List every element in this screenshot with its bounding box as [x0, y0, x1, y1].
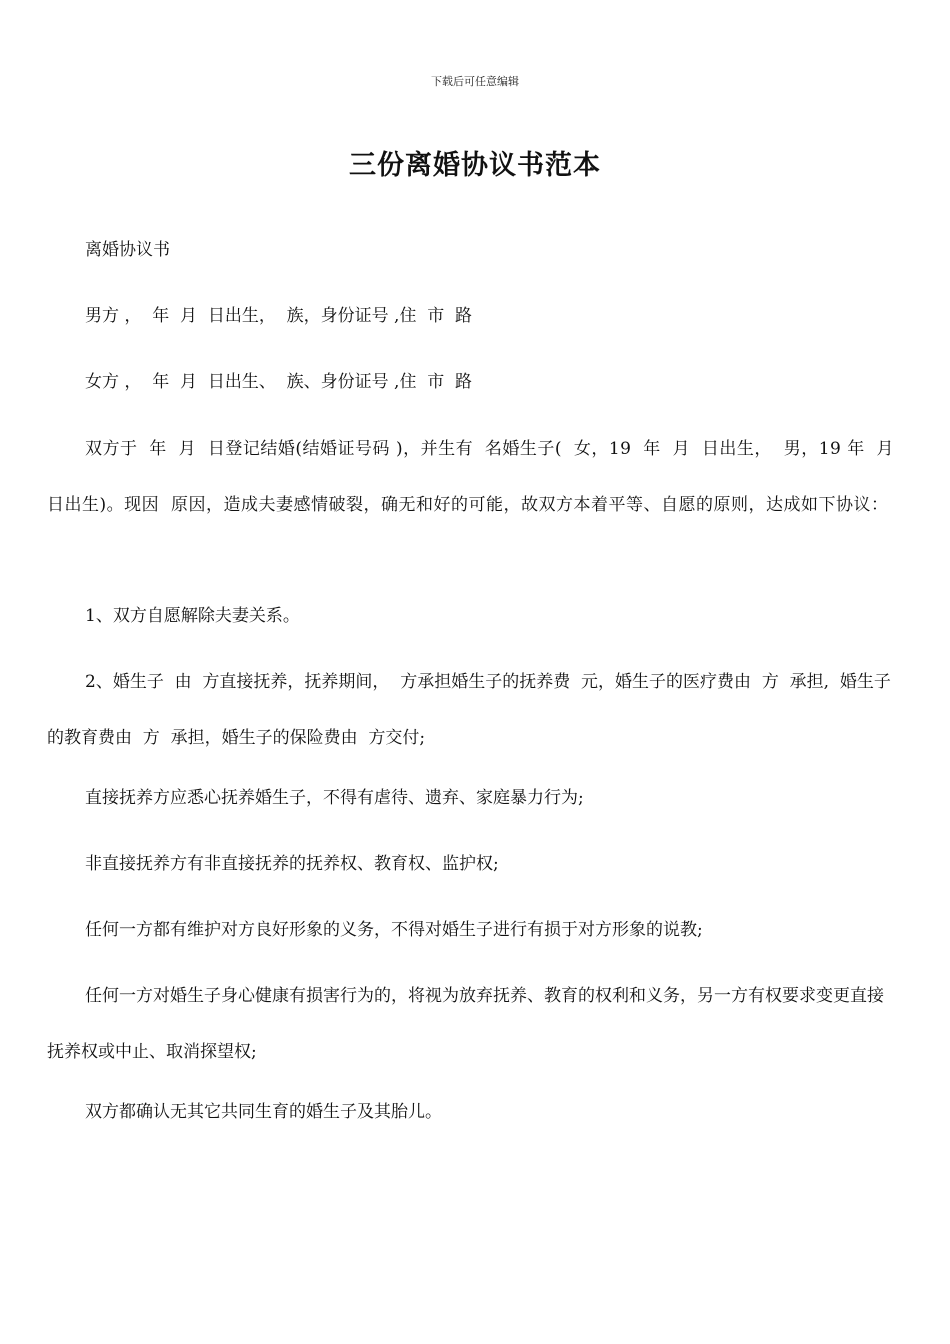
section-heading: 离婚协议书 — [85, 240, 170, 260]
paragraph-item-3: 直接抚养方应悉心抚养婚生子，不得有虐待、遗弃、家庭暴力行为; — [85, 788, 584, 808]
paragraph-man-info: 男方 ， 年 月 日出生， 族，身份证号 ,住 市 路 — [85, 306, 473, 326]
paragraph-intro: 双方于 年 月 日登记结婚(结婚证号码 )，并生有 名婚生子( 女，19 年 月 日出生， 男，19 年 月 日出生)。现因 原因，造成夫妻感情破裂，确无和好的可能，故双方本着平等、自愿的原则，达成如下协议： — [47, 439, 906, 515]
paragraph-item-2: 2、婚生子 由 方直接抚养，抚养期间， 方承担婚生子的抚养费 元，婚生子的医疗费由 方 承担, 婚生子的教育费由 方 承担，婚生子的保险费由 方交付; — [47, 672, 891, 748]
paragraph-item-7: 双方都确认无其它共同生育的婚生子及其胎儿。 — [85, 1102, 442, 1122]
document-title: 三份离婚协议书范本 — [349, 150, 601, 181]
paragraph-item-6: 任何一方对婚生子身心健康有损害行为的，将视为放弃抚养、教育的权利和义务，另一方有权要求变更直接抚养权或中止、取消探望权; — [47, 986, 884, 1062]
paragraph-item-4: 非直接抚养方有非直接抚养的抚养权、教育权、监护权; — [85, 854, 499, 874]
paragraph-item-5: 任何一方都有维护对方良好形象的义务，不得对婚生子进行有损于对方形象的说教; — [85, 920, 703, 940]
paragraph-woman-info: 女方 ， 年 月 日出生、 族、身份证号 ,住 市 路 — [85, 372, 473, 392]
header-note: 下载后可任意编辑 — [431, 75, 519, 88]
paragraph-item-1: 1、双方自愿解除夫妻关系。 — [85, 606, 300, 626]
